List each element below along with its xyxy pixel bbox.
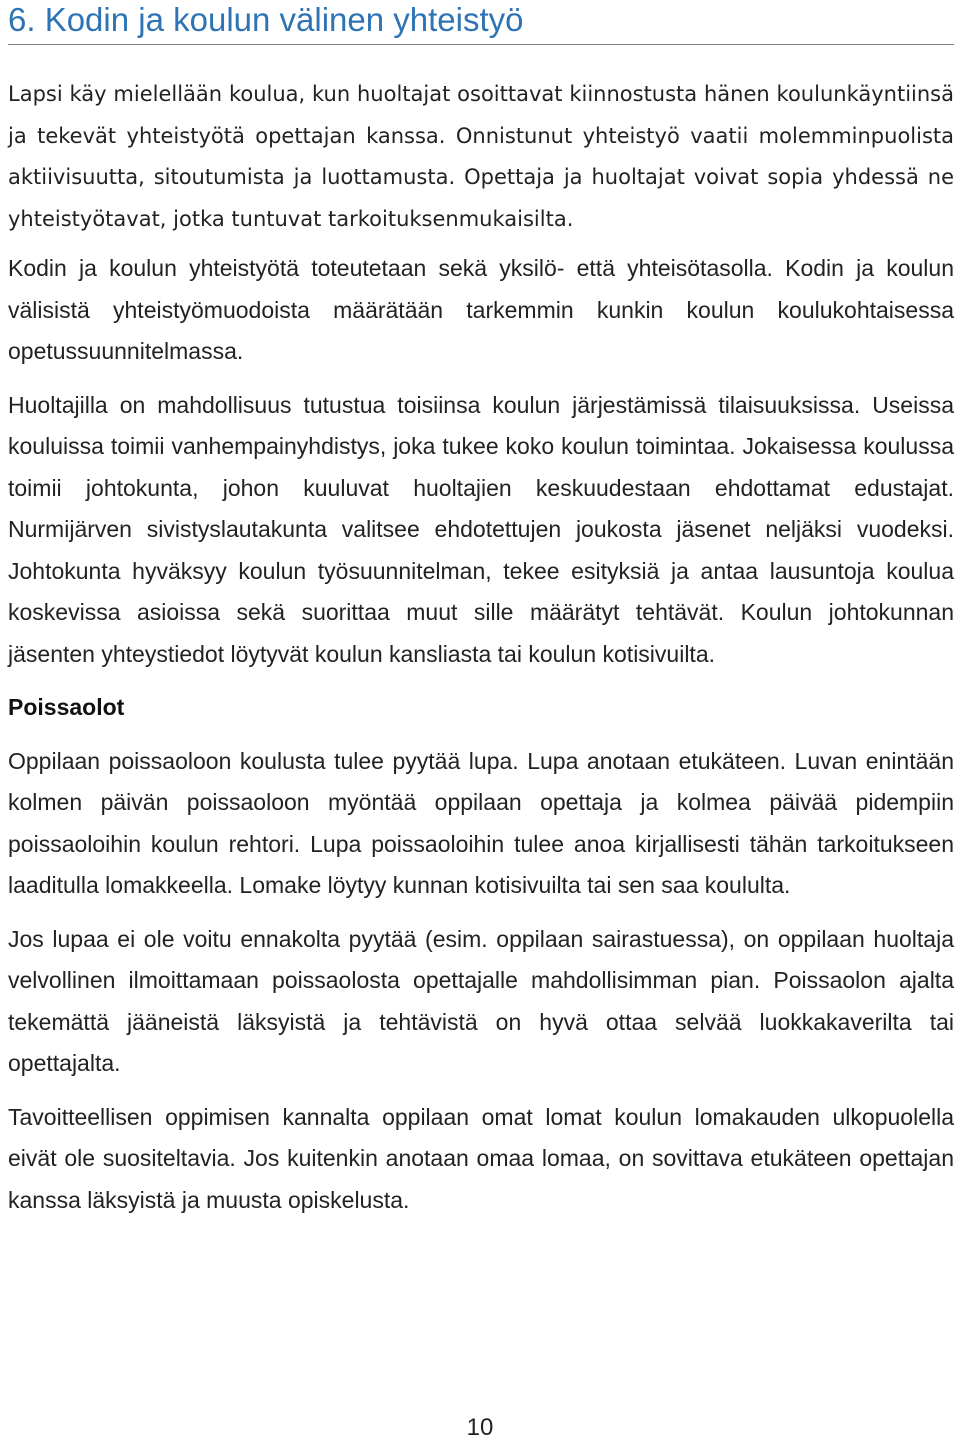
paragraph-collaboration-levels: Kodin ja koulun yhteistyötä toteutetaan sekä yksilö- että yhteisötasolla. Kodin ja koulun välisistä yhteistyömuodoista määrätään tarkemmin kunkin koulun koulukohtaisessa opetussuunnitelmassa.: [8, 255, 954, 364]
paragraph-intro: Lapsi käy mielellään koulua, kun huoltajat osoittavat kiinnostusta hänen koulunkäyntiinsä ja tekevät yhteistyötä opettajan kanssa. Onnistunut yhteistyö vaatii molemminpuolista aktiivisuutta, sitoutumista ja luottamusta. Opettaja ja huoltajat voivat sopia yhdessä ne yhteistyötavat, jotka tuntuvat tarkoituksenmukaisilta.: [8, 82, 954, 231]
subheading-absences: Poissaolot: [8, 694, 125, 720]
document-page: [8, 0, 954, 1221]
paragraph-holidays: Tavoitteellisen oppimisen kannalta oppilaan omat lomat koulun lomakauden ulkopuolella eivät ole suositeltavia. Jos kuitenkin anotaan omaa lomaa, on sovittava etukäteen opettajan kanssa läksyistä ja muusta opiskelusta.: [8, 1103, 954, 1213]
section-heading: 6. Kodin ja koulun välinen yhteistyö: [8, 0, 954, 45]
paragraph-absence-illness: Jos lupaa ei ole voitu ennakolta pyytää (esim. oppilaan sairastuessa), on oppilaan huoltaja velvollinen ilmoittamaan poissaolosta opettajalle mahdollisimman pian. Poissaolon ajalta tekemättä jääneistä läksyistä ja tehtävistä on hyvä ottaa selvää luokkakaverilta tai opettajalta.: [8, 925, 954, 1076]
paragraph-absence-permission: Oppilaan poissaoloon koulusta tulee pyytää lupa. Lupa anotaan etukäteen. Luvan enintään kolmen päivän poissaoloon myöntää oppilaan opettaja ja kolmea päivää pidempiin poissaoloihin koulun rehtori. Lupa poissaoloihin tulee anoa kirjallisesti tähän tarkoitukseen laaditulla lomakkeella. Lomake löytyy kunnan kotisivuilta tai sen saa koululta.: [8, 747, 954, 898]
page-number: 10: [466, 1414, 494, 1441]
paragraph-guardians-board: Huoltajilla on mahdollisuus tutustua toisiinsa koulun järjestämissä tilaisuuksissa. Useissa kouluissa toimii vanhempainyhdistys, joka tukee koko koulun toimintaa. Jokaisessa koulussa toimii johtokunta, johon kuuluvat huoltajien keskuudestaan ehdottamat edustajat. Nurmijärven sivistyslautakunta valitsee ehdotettujen joukosta jäsenet neljäksi vuodeksi. Johtokunta hyväksyy koulun työsuunnitelman, tekee esityksiä ja antaa lausuntoja koulua koskevissa asioissa sekä suorittaa muut sille määrätyt tehtävät. Koulun johtokunnan jäsenten yhteystiedot löytyvät koulun kansliasta tai koulun kotisivuilta.: [8, 391, 954, 667]
